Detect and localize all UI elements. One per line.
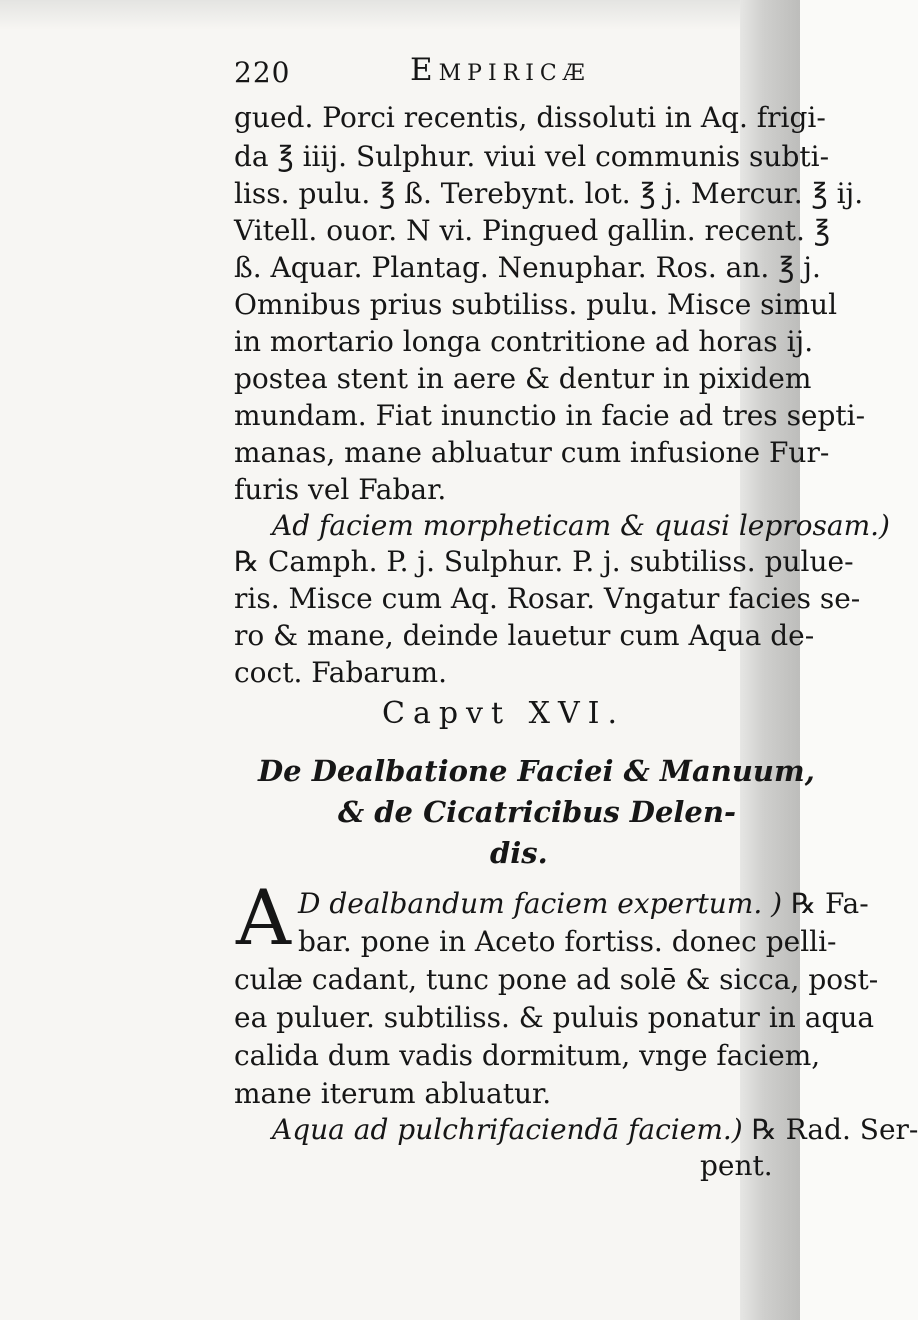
catchword: pent. xyxy=(700,1149,773,1182)
text-line: liss. pulu. ℥ ß. Terebynt. lot. ℥ j. Mercur. ℥ ij. xyxy=(234,177,864,210)
text-line: ris. Misce cum Aq. Rosar. Vngatur facies se- xyxy=(234,582,861,615)
text-line: gued. Porci recentis, dissoluti in Aq. frigi- xyxy=(234,101,826,134)
text-line: calida dum vadis dormitum, vnge faciem, xyxy=(234,1039,821,1072)
text-line: postea stent in aere & dentur in pixidem xyxy=(234,362,812,395)
text-line: manas, mane abluatur cum infusione Fur- xyxy=(234,436,830,469)
running-head: Empiricæ xyxy=(410,52,591,88)
text-line: Vitell. ouor. N vi. Pingued gallin. recent. ℥ xyxy=(234,214,831,247)
chapter-heading: Capvt XVI. xyxy=(382,696,625,731)
text-line: ß. Aquar. Plantag. Nenuphar. Ros. an. ℥ j. xyxy=(234,251,821,284)
text-line: da ℥ iiij. Sulphur. viui vel communis subti- xyxy=(234,140,830,173)
text-line: mane iterum abluatur. xyxy=(234,1077,552,1110)
text-line: Omnibus prius subtiliss. pulu. Misce simul xyxy=(234,288,838,321)
chapter-title-line: dis. xyxy=(490,836,548,870)
recipe-heading: Aqua ad pulchrifaciendā faciem.) xyxy=(272,1113,743,1146)
text-line: coct. Fabarum. xyxy=(234,656,447,689)
text-line: ℞ Camph. P. j. Sulphur. P. j. subtiliss. pulue- xyxy=(234,545,854,578)
drop-cap: A xyxy=(236,873,291,962)
text-line: in mortario longa contritione ad horas ij. xyxy=(234,325,814,358)
text-fragment: ℞ Fa- xyxy=(790,887,869,920)
recipe-heading: Ad faciem morpheticam & quasi leprosam.) xyxy=(272,509,890,542)
text-line xyxy=(298,887,869,920)
page-edge-shadow xyxy=(0,0,800,30)
chapter-title-line: & de Cicatricibus Delen- xyxy=(338,795,736,829)
text-line: ea puluer. subtiliss. & puluis ponatur in aqua xyxy=(234,1001,875,1034)
text-line: ro & mane, deinde lauetur cum Aqua de- xyxy=(234,619,815,652)
page-number: 220 xyxy=(234,56,291,89)
chapter-title-line: De Dealbatione Faciei & Manuum, xyxy=(258,754,815,788)
text-line: furis vel Fabar. xyxy=(234,473,447,506)
recipe-heading: D dealbandum faciem expertum. ) xyxy=(298,887,783,920)
text-line: bar. pone in Aceto fortiss. donec pelli- xyxy=(298,925,837,958)
text-line: culæ cadant, tunc pone ad solē & sicca, post- xyxy=(234,963,879,996)
text-fragment: ℞ Rad. Ser- xyxy=(751,1113,918,1146)
text-line: mundam. Fiat inunctio in facie ad tres septi- xyxy=(234,399,866,432)
text-line xyxy=(272,1113,918,1146)
